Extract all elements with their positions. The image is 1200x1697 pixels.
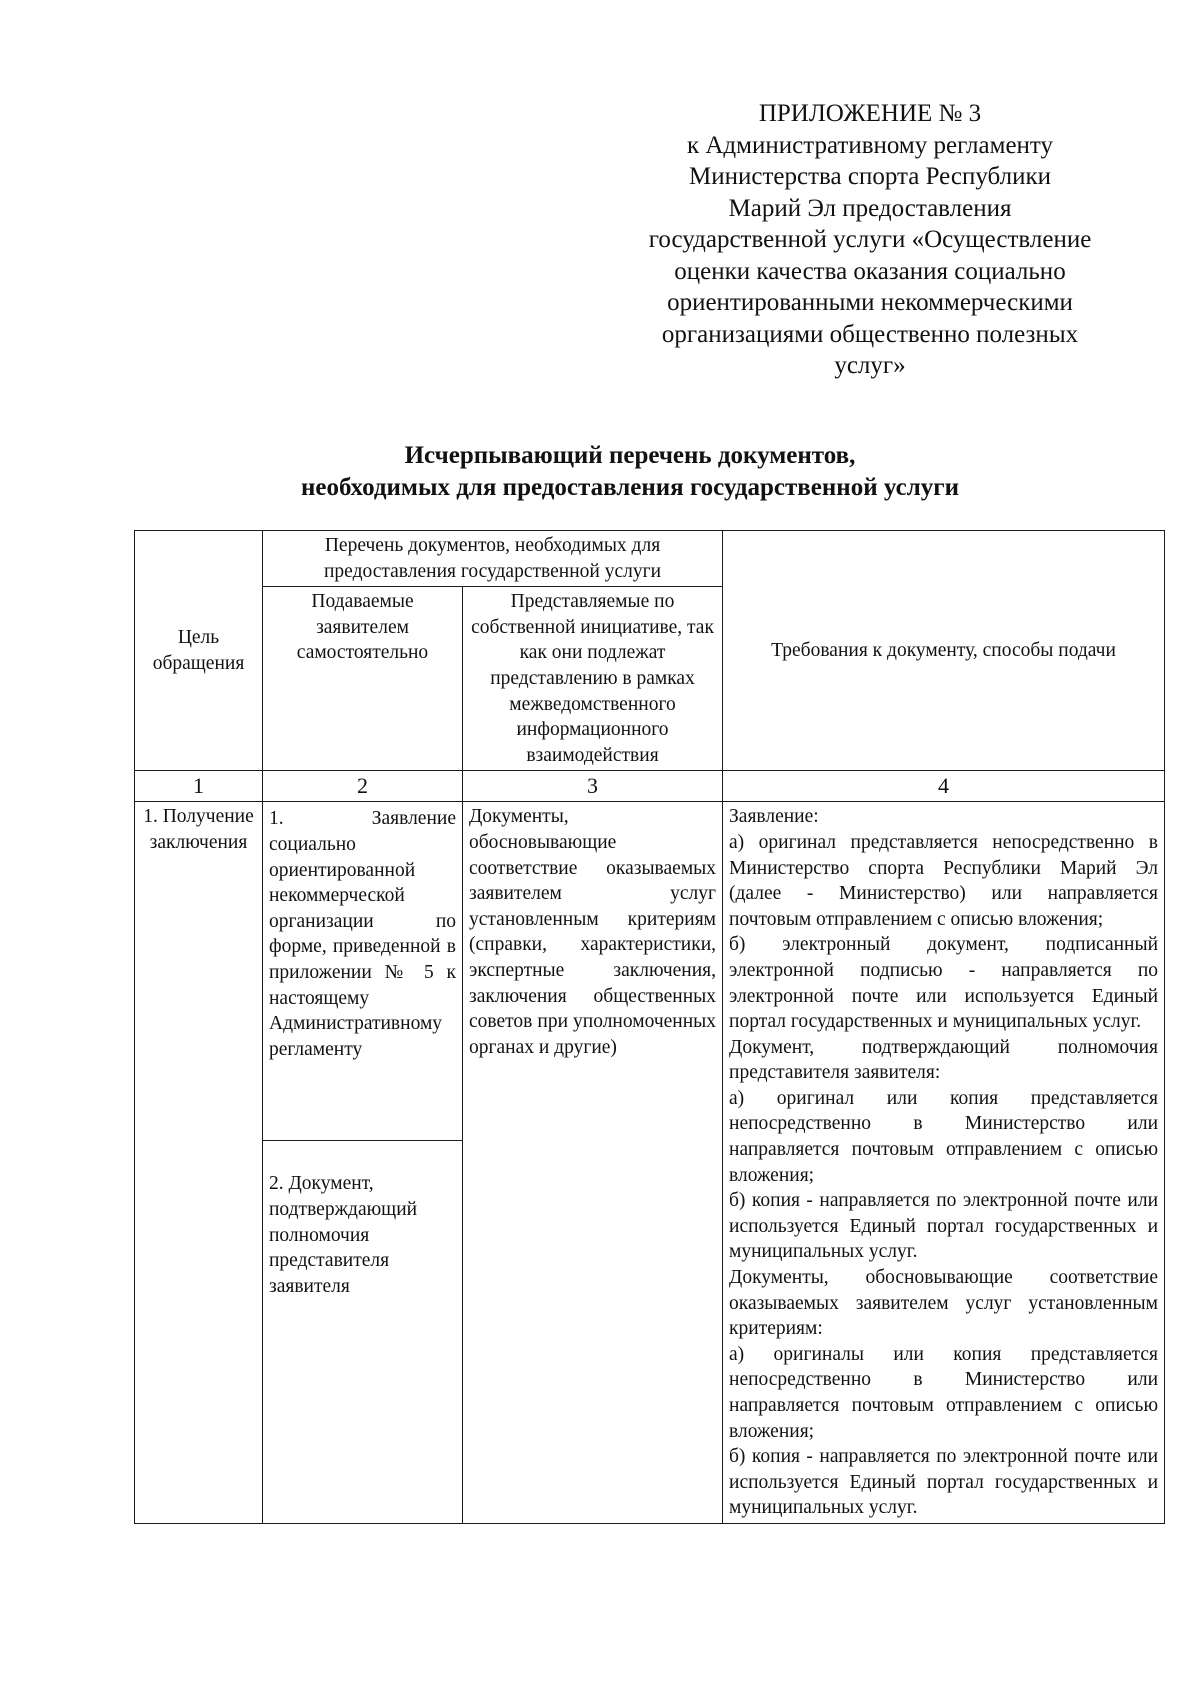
applicant-document-1: 1. Заявление социально ориентированной некоммерческой организации по форме, приведенной в приложении № 5 к настоящему Административному регламенту — [263, 802, 462, 1141]
appendix-line: организациями общественно полезных — [661, 320, 1079, 348]
requirement-line: Заявление: — [729, 806, 819, 828]
requirement-line: б) копия - направляется по электронной почте или используется Единый портал государственных и муниципальных услуг. — [729, 1190, 1159, 1263]
cell-applicant-documents — [263, 802, 463, 1524]
requirement-line: б) копия - направляется по электронной почте или используется Единый портал государственных и муниципальных услуг. — [729, 1446, 1159, 1519]
requirement-line: Документы, обосновывающие соответствие оказываемых заявителем услуг установленным критериям: — [729, 1267, 1159, 1340]
document-title-line-1: Исчерпывающий перечень документов, — [404, 442, 856, 469]
column-number: 2 — [263, 771, 463, 802]
cell-requirements — [723, 802, 1165, 1524]
header-submitted-by-initiative: Представляемые по собственной инициативе, так как они подлежат представлению в рамках межведомственного информационного взаимодействия — [463, 587, 723, 771]
table-row — [135, 802, 1165, 1524]
appendix-line: ориентированными некоммерческими — [667, 289, 1073, 316]
cell-purpose: 1. Получение заключения — [135, 802, 263, 1524]
applicant-document-2: 2. Документ, подтверждающий полномочия представителя заявителя — [269, 1173, 418, 1297]
appendix-header — [610, 98, 1130, 382]
appendix-line: к Административному регламенту — [686, 131, 1054, 159]
table-column-numbers — [135, 771, 1165, 802]
header-requirements: Требования к документу, способы подачи — [723, 531, 1165, 771]
requirement-line: Документ, подтверждающий полномочия представителя заявителя: — [729, 1036, 1159, 1084]
document-title — [160, 440, 1100, 504]
table-header-row-1 — [135, 531, 1165, 587]
column-number: 1 — [135, 771, 263, 802]
appendix-line: ПРИЛОЖЕНИЕ № 3 — [758, 100, 982, 127]
header-purpose: Цель обращения — [135, 531, 263, 771]
header-documents-group: Перечень документов, необходимых для предоставления государственной услуги — [263, 531, 723, 587]
appendix-line: государственной услуги «Осуществление — [648, 226, 1092, 253]
documents-table — [134, 530, 1165, 1524]
header-submitted-by-applicant: Подаваемые заявителем самостоятельно — [263, 587, 463, 771]
column-number: 3 — [463, 771, 723, 802]
appendix-line: оценки качества оказания социально — [674, 257, 1066, 285]
appendix-line: Министерства спорта Республики — [689, 163, 1051, 190]
column-number: 4 — [723, 771, 1165, 802]
appendix-line: Марий Эл предоставления — [728, 194, 1012, 222]
cell-initiative-documents: Документы, обосновывающие соответствие оказываемых заявителем услуг установленным критериям (справки, характеристики, экспертные заключения, заключения общественных советов при уполномоченных органах и другие) — [463, 802, 723, 1524]
requirement-line: а) оригинал или копия представляется непосредственно в Министерство или направляется почтовым отправлением с описью вложения; — [729, 1087, 1159, 1186]
requirement-line: а) оригиналы или копия представляется непосредственно в Министерство или направляется почтовым отправлением с описью вложения; — [729, 1343, 1159, 1442]
appendix-line: услуг» — [834, 352, 906, 379]
requirement-line: б) электронный документ, подписанный электронной подписью - направляется по электронной почте или используется Единый портал государственных и муниципальных услуг. — [729, 934, 1159, 1033]
requirement-line: а) оригинал представляется непосредственно в Министерство спорта Республики Марий Эл (далее - Министерство) или направляется почтовым отправлением с описью вложения; — [729, 831, 1159, 930]
document-title-line-2: необходимых для предоставления государственной услуги — [301, 474, 959, 501]
